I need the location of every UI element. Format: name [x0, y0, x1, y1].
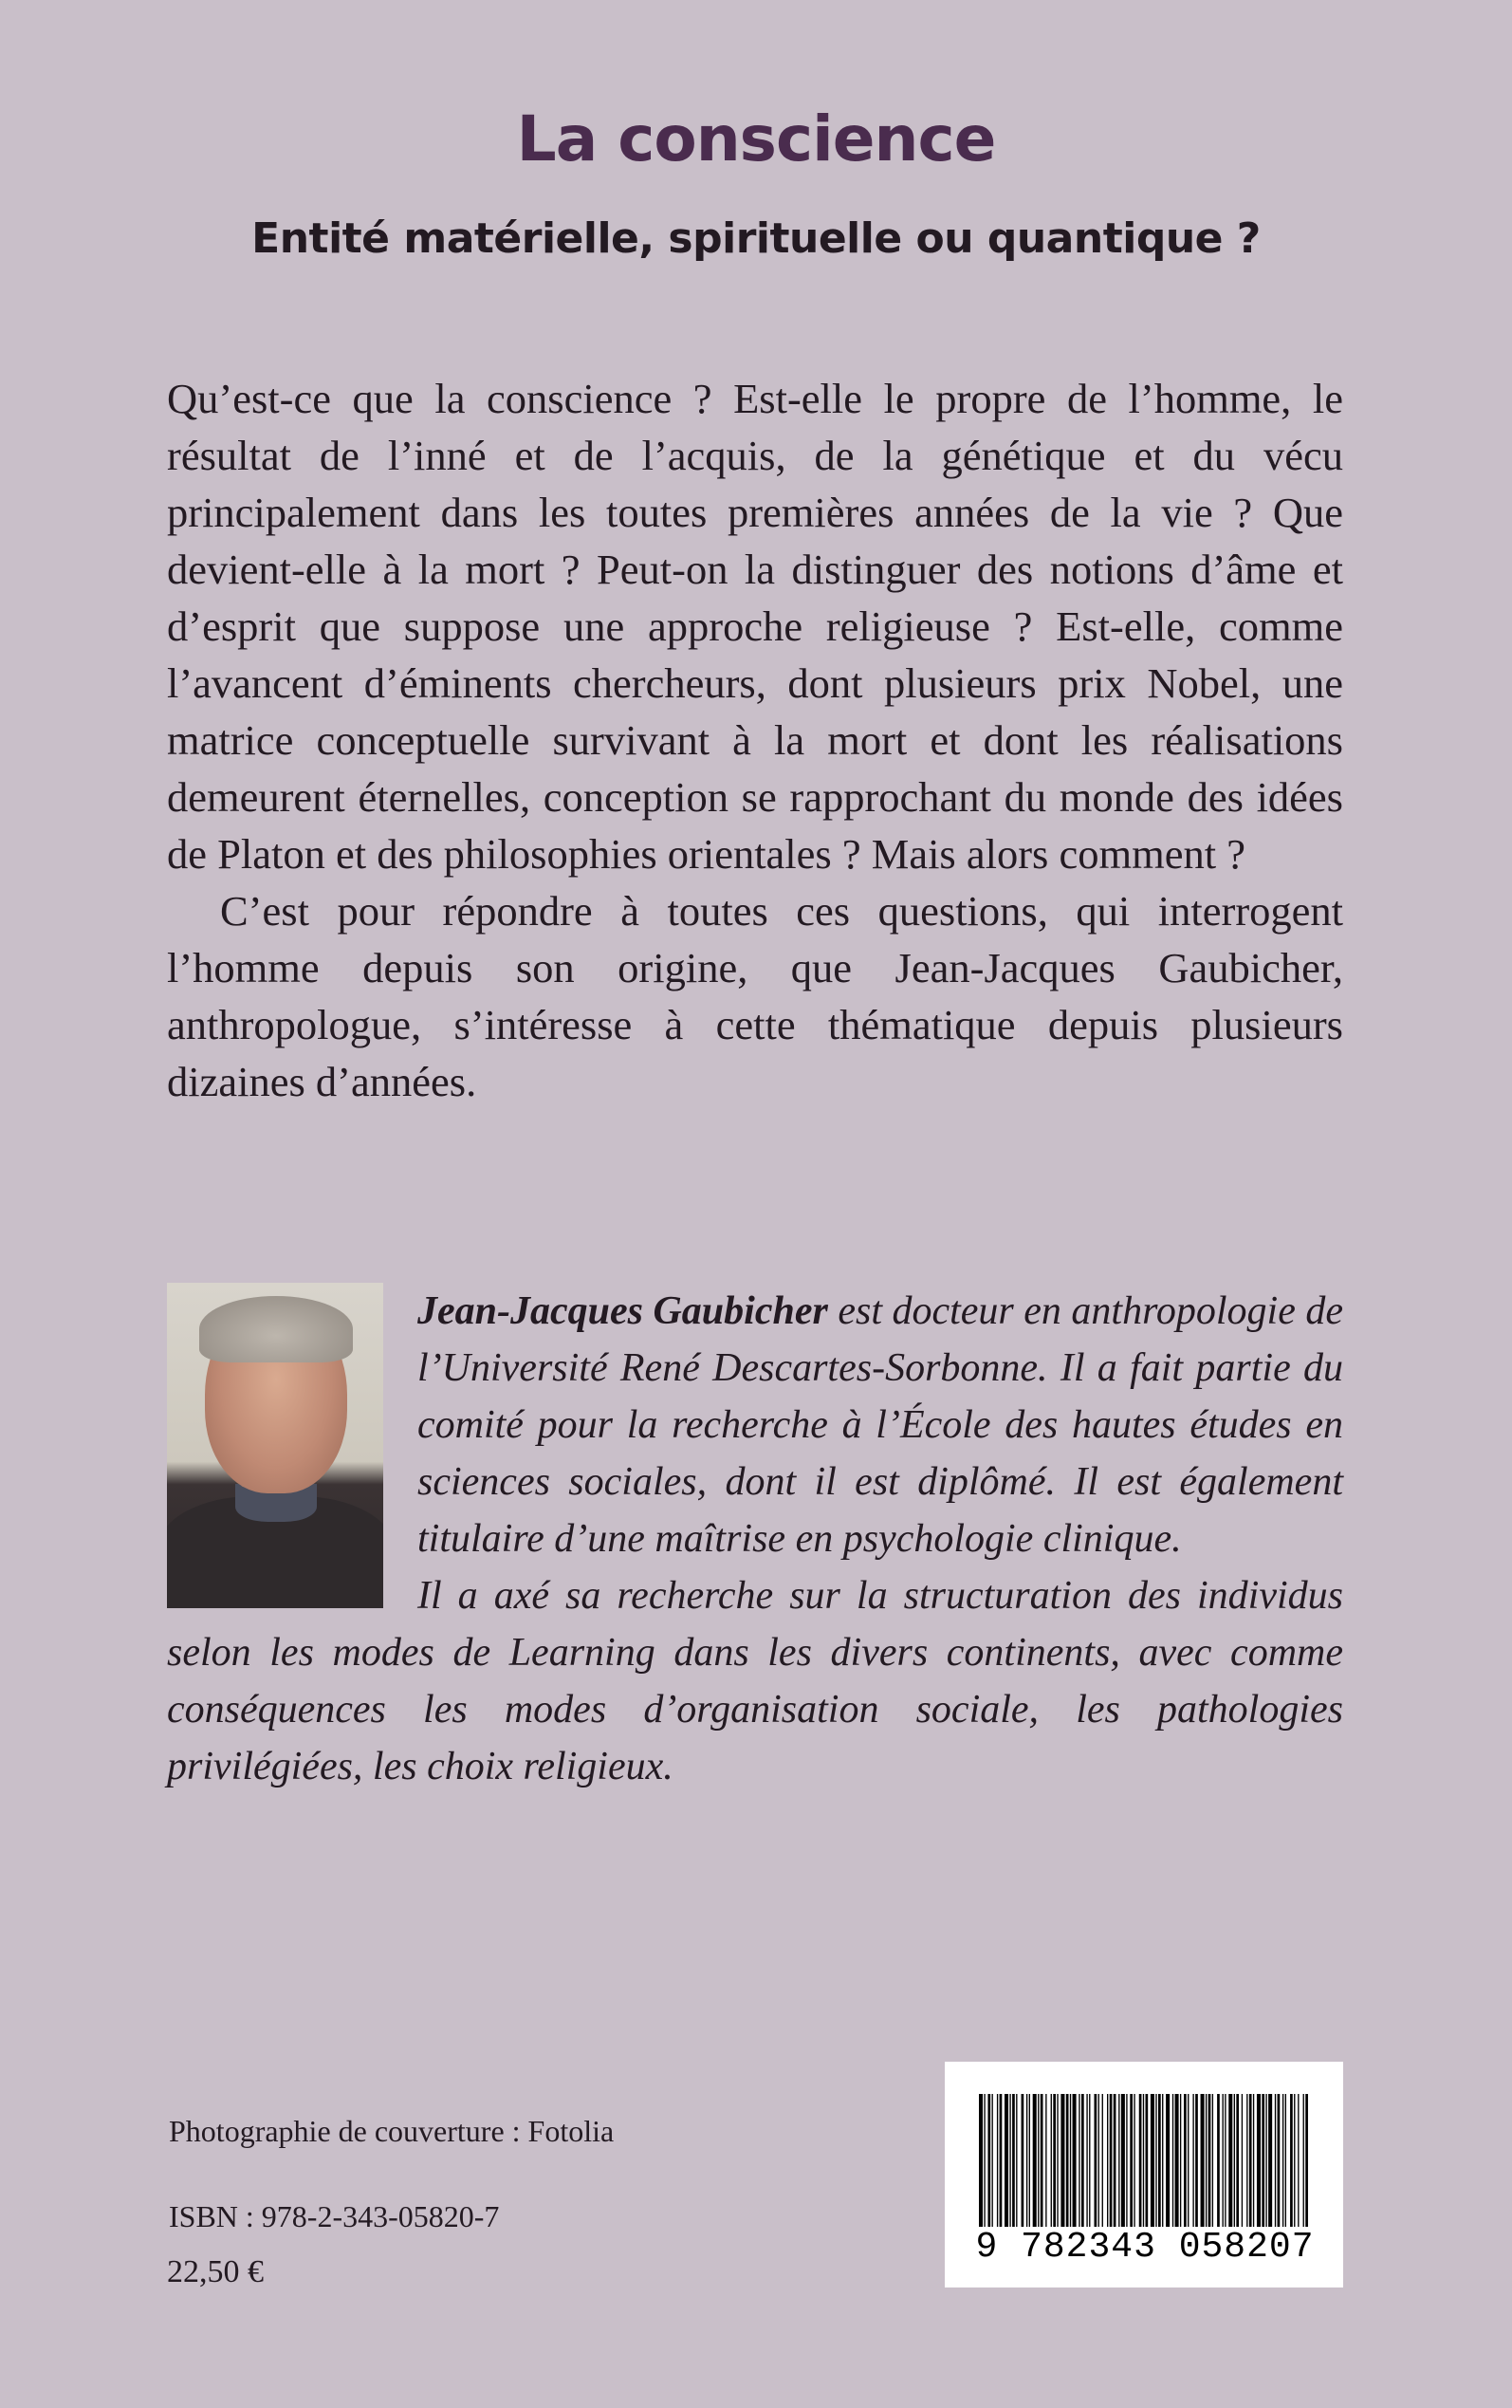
- barcode-bar: [1107, 2094, 1108, 2227]
- barcode-bar: [1217, 2094, 1220, 2227]
- photo-spacer: [167, 1283, 417, 1615]
- barcode-bar: [1180, 2094, 1181, 2227]
- author-bio: [167, 1283, 1343, 1795]
- barcode-bar: [1234, 2094, 1235, 2227]
- barcode-bar: [1257, 2094, 1261, 2227]
- barcode-bar: [1206, 2094, 1207, 2227]
- barcode-bar: [1095, 2094, 1097, 2227]
- barcode-bar: [992, 2094, 993, 2227]
- barcode-bar: [1249, 2094, 1252, 2227]
- barcode-bar: [1290, 2094, 1293, 2227]
- barcode-bar: [1188, 2094, 1189, 2227]
- barcode-bar: [1192, 2094, 1193, 2227]
- barcode-bar: [1139, 2094, 1142, 2227]
- barcode-bar: [1098, 2094, 1099, 2227]
- barcode-bar: [1126, 2094, 1127, 2227]
- barcode-bar: [1000, 2094, 1003, 2227]
- summary-text: [167, 370, 1343, 1110]
- barcode-bar: [997, 2094, 998, 2227]
- barcode-bar: [1253, 2094, 1254, 2227]
- summary-paragraph-1: Qu’est-ce que la conscience ? Est-elle le propre de l’homme, le résultat de l’inné et de l’acquis, de la génétique et du vécu principalement dans les toutes premières années de la vie ? Que devient-elle à la mort ? Peut-on la distinguer des notions d’âme et d’esprit que suppose une approche religieuse ? Est-elle, comme l’avancent d’éminents chercheurs, dont plusieurs prix Nobel, une matrice conceptuelle survivant à la mort et dont les réalisations demeurent éternelles, conception se rapprochant du monde des idées de Platon et des philosophies orientales ? Mais alors comment ?: [167, 375, 1343, 878]
- author-name: Jean-Jacques Gaubicher: [417, 1289, 828, 1333]
- barcode-bar: [1081, 2094, 1084, 2227]
- barcode-bar: [1246, 2094, 1247, 2227]
- author-bio-paragraph-2: Il a axé sa recherche sur la structuration des individus selon les modes de Learning dans les divers continents, avec comme conséquences les modes d’organisation sociale, les pathologies privilégiées, les choix religieux.: [167, 1574, 1343, 1788]
- barcode-bar: [1051, 2094, 1052, 2227]
- isbn: ISBN : 978-2-343-05820-7: [169, 2199, 500, 2233]
- barcode-bar: [1285, 2094, 1286, 2227]
- barcode-bar: [1130, 2094, 1133, 2227]
- barcode-digits: 9 782343 058207: [975, 2227, 1315, 2268]
- barcode-bar: [1053, 2094, 1056, 2227]
- barcode-bar: [1118, 2094, 1119, 2227]
- barcode-bar: [984, 2094, 985, 2227]
- barcode-bar: [1086, 2094, 1087, 2227]
- barcode-bar: [1038, 2094, 1039, 2227]
- barcode-bar: [1172, 2094, 1173, 2227]
- barcode-bar: [1102, 2094, 1103, 2227]
- barcode-bar: [1114, 2094, 1116, 2227]
- barcode-bar: [1166, 2094, 1170, 2227]
- barcode-bar: [987, 2094, 990, 2227]
- barcode-bar: [1089, 2094, 1090, 2227]
- barcode-bar: [1175, 2094, 1179, 2227]
- barcode-bar: [1060, 2094, 1064, 2227]
- photo-credit: Photographie de couverture : Fotolia: [169, 2114, 615, 2148]
- barcode-bar: [1265, 2094, 1266, 2227]
- barcode-bars: [979, 2094, 1309, 2227]
- barcode-bar: [1268, 2094, 1272, 2227]
- book-subtitle: Entité matérielle, spirituelle ou quantique ?: [251, 214, 1261, 263]
- barcode-bar: [1070, 2094, 1071, 2227]
- barcode-bar: [1009, 2094, 1010, 2227]
- barcode-bar: [1303, 2094, 1304, 2227]
- barcode-bar: [1041, 2094, 1043, 2227]
- barcode-bar: [1212, 2094, 1213, 2227]
- barcode-bar: [1208, 2094, 1211, 2227]
- barcode: [945, 2062, 1343, 2288]
- barcode-bar: [1022, 2094, 1024, 2227]
- barcode-bar: [1262, 2094, 1264, 2227]
- barcode-bar: [1195, 2094, 1198, 2227]
- barcode-bar: [1033, 2094, 1037, 2227]
- barcode-bar: [1012, 2094, 1015, 2227]
- barcode-bar: [1029, 2094, 1030, 2227]
- barcode-bar: [1155, 2094, 1156, 2227]
- barcode-bar: [1305, 2094, 1308, 2227]
- barcode-bar: [1110, 2094, 1113, 2227]
- barcode-bar: [1066, 2094, 1069, 2227]
- barcode-bar: [1282, 2094, 1283, 2227]
- barcode-bar: [1151, 2094, 1154, 2227]
- barcode-bar: [1005, 2094, 1008, 2227]
- barcode-bar: [1121, 2094, 1125, 2227]
- barcode-bar: [1228, 2094, 1232, 2227]
- price: 22,50 €: [167, 2254, 264, 2289]
- book-title: La conscience: [516, 102, 996, 176]
- barcode-bar: [1073, 2094, 1077, 2227]
- barcode-bar: [1225, 2094, 1226, 2227]
- barcode-bar: [1223, 2094, 1224, 2227]
- barcode-bar: [1298, 2094, 1299, 2227]
- barcode-bar: [1294, 2094, 1295, 2227]
- barcode-bar: [1236, 2094, 1239, 2227]
- barcode-bar: [1146, 2094, 1149, 2227]
- author-bio-text-1: est docteur en anthropologie de l’Université René Descartes-Sorbonne. Il a fait partie du comité pour la recherche à l’École des hautes études en sciences sociales, dont il est diplômé. Il est également titulaire d’une maîtrise en psychologie clinique.: [417, 1289, 1343, 1561]
- barcode-bar: [1143, 2094, 1144, 2227]
- barcode-bar: [1278, 2094, 1281, 2227]
- barcode-bar: [1242, 2094, 1243, 2227]
- barcode-bar: [1162, 2094, 1163, 2227]
- summary-paragraph-2: C’est pour répondre à toutes ces questions, qui interrogent l’homme depuis son origine, que Jean-Jacques Gaubicher, anthropologue, s’intéresse à cette thématique depuis plusieurs dizaines d’années.: [167, 887, 1343, 1105]
- barcode-bar: [1201, 2094, 1205, 2227]
- barcode-bar: [1026, 2094, 1027, 2227]
- barcode-bar: [1184, 2094, 1187, 2227]
- barcode-bar: [1057, 2094, 1058, 2227]
- barcode-bar: [1275, 2094, 1276, 2227]
- barcode-bar: [979, 2094, 983, 2227]
- barcode-bar: [1045, 2094, 1046, 2227]
- barcode-bar: [1016, 2094, 1017, 2227]
- barcode-bar: [1158, 2094, 1161, 2227]
